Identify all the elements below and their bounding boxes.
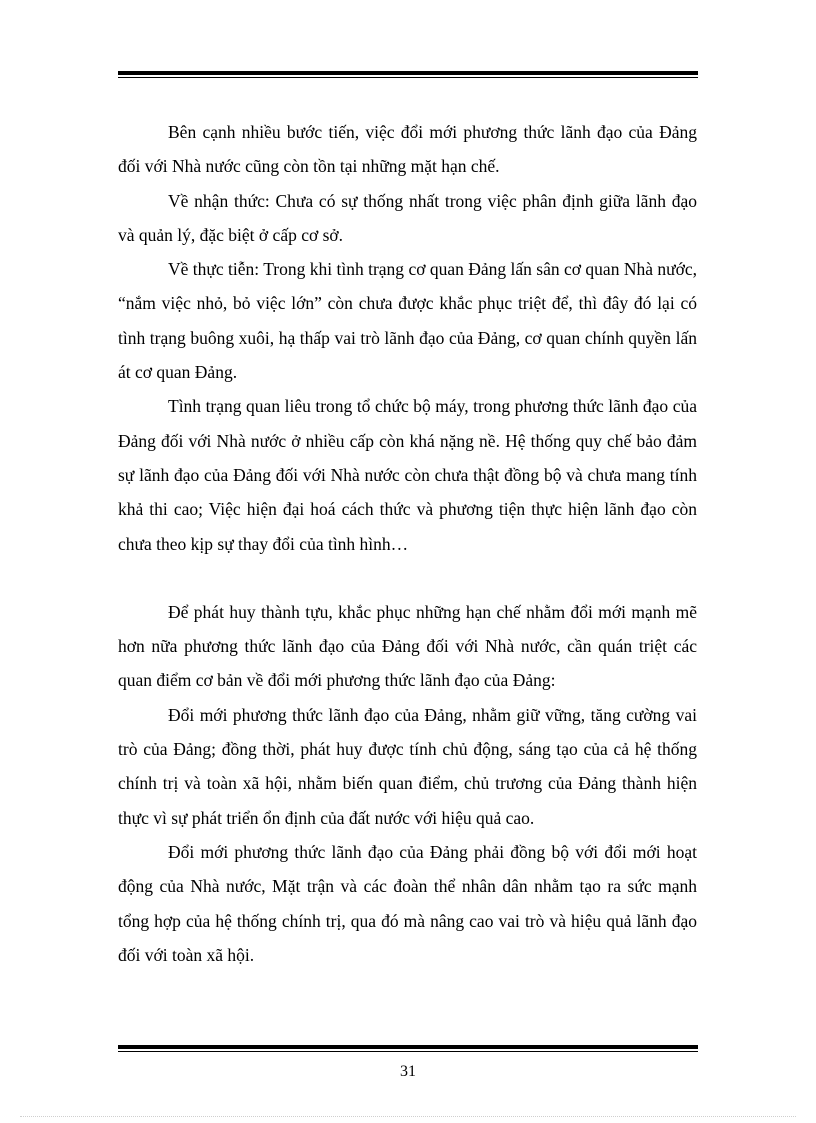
page-edge-dotted-line bbox=[20, 1116, 796, 1117]
paragraph: Tình trạng quan liêu trong tổ chức bộ máy, trong phương thức lãnh đạo của Đảng đối với Nhà nước ở nhiều cấp còn khá nặng nề. Hệ thống quy chế bảo đảm sự lãnh đạo của Đảng đối với Nhà nước còn chưa thật đồng bộ và chưa mang tính khả thi cao; Việc hiện đại hoá cách thức và phương tiện thực hiện lãnh đạo còn chưa theo kịp sự thay đổi của tình hình… bbox=[118, 396, 697, 554]
header-rule bbox=[118, 71, 698, 78]
paragraph: Về nhận thức: Chưa có sự thống nhất trong việc phân định giữa lãnh đạo và quản lý, đặc biệt ở cấp cơ sở. bbox=[118, 190, 697, 245]
paragraph: Đổi mới phương thức lãnh đạo của Đảng phải đồng bộ với đổi mới hoạt động của Nhà nước, Mặt trận và các đoàn thể nhân dân nhằm tạo ra sức mạnh tổng hợp của hệ thống chính trị, qua đó mà nâng cao vai trò và hiệu quả lãnh đạo đối với toàn xã hội. bbox=[118, 841, 697, 965]
document-body bbox=[118, 115, 697, 972]
paragraph: Đổi mới phương thức lãnh đạo của Đảng, nhằm giữ vững, tăng cường vai trò của Đảng; đồng thời, phát huy được tính chủ động, sáng tạo của cả hệ thống chính trị và toàn xã hội, nhằm biến quan điểm, chủ trương của Đảng thành hiện thực vì sự phát triển ổn định của đất nước với hiệu quả cao. bbox=[118, 704, 697, 828]
paragraph: Để phát huy thành tựu, khắc phục những hạn chế nhằm đổi mới mạnh mẽ hơn nữa phương thức lãnh đạo của Đảng đối với Nhà nước, cần quán triệt các quan điểm cơ bản về đổi mới phương thức lãnh đạo của Đảng: bbox=[118, 601, 697, 691]
footer-rule bbox=[118, 1045, 698, 1052]
page-number: 31 bbox=[400, 1063, 416, 1080]
paragraph: Về thực tiễn: Trong khi tình trạng cơ quan Đảng lấn sân cơ quan Nhà nước, “nắm việc nhỏ, bỏ việc lớn” còn chưa được khắc phục triệt để, thì đây đó lại có tình trạng buông xuôi, hạ thấp vai trò lãnh đạo của Đảng, cơ quan chính quyền lấn át cơ quan Đảng. bbox=[118, 259, 697, 383]
paragraph: Bên cạnh nhiều bước tiến, việc đổi mới phương thức lãnh đạo của Đảng đối với Nhà nước cũng còn tồn tại những mặt hạn chế. bbox=[118, 122, 697, 177]
paragraph-gap bbox=[118, 561, 697, 595]
